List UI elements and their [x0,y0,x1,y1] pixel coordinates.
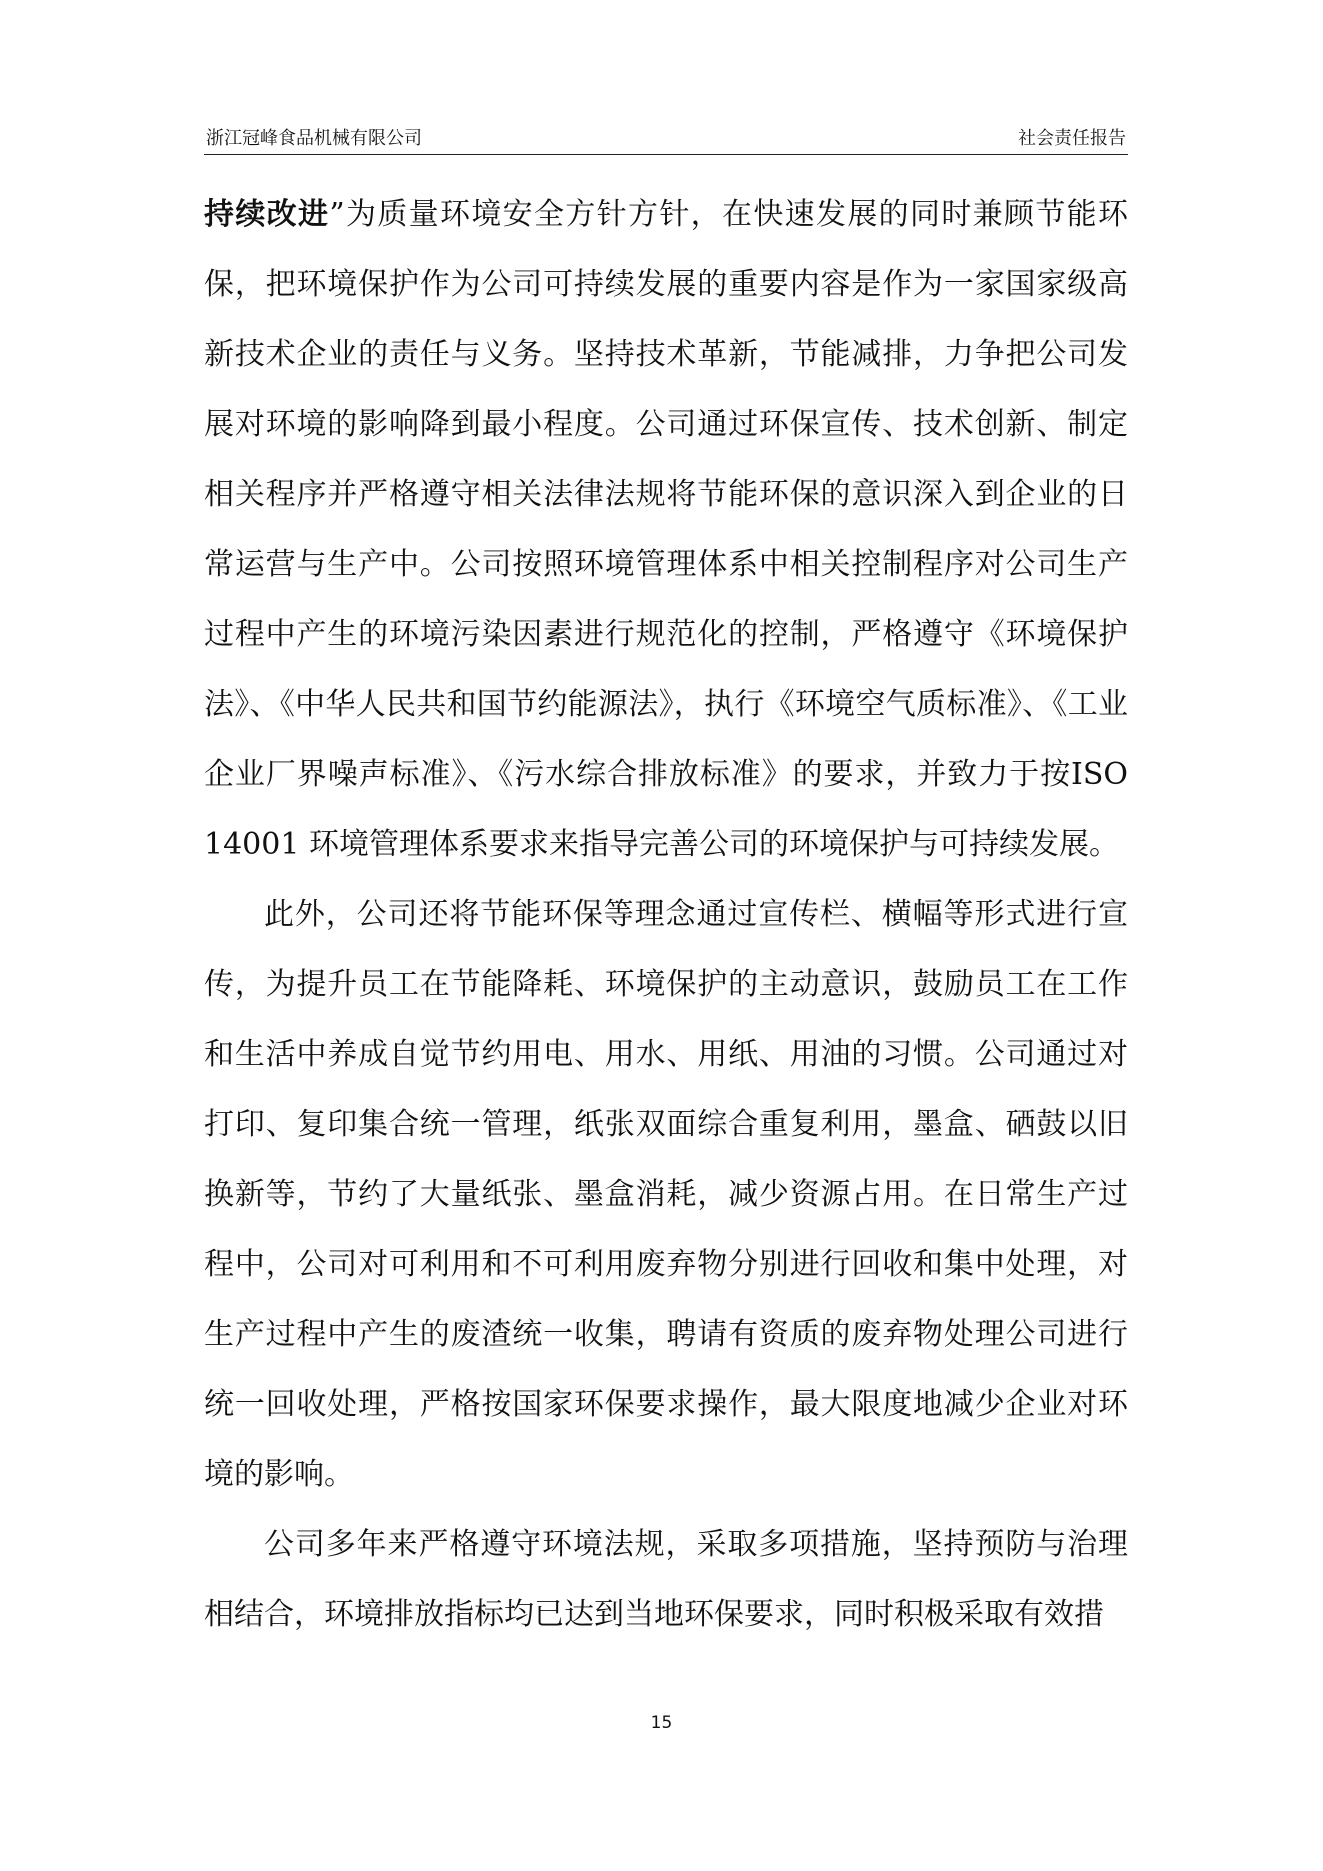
header-report-title: 社会责任报告 [1018,128,1126,149]
page-header [204,124,1128,154]
bold-lead-text: 持续改进 [204,197,330,232]
paragraph: 此外，公司还将节能环保等理念通过宣传栏、横幅等形式进行宣传，为提升员工在节能降耗、环境保护的主动意识，鼓励员工在工作和生活中养成自觉节约用电、用水、用纸、用油的习惯。公司通过对打印、复印集合统一管理，纸张双面综合重复利用，墨盒、硒鼓以旧换新等，节约了大量纸张、墨盒消耗，减少资源占用。在日常生产过程中，公司对可利用和不可利用废弃物分别进行回收和集中处理，对生产过程中产生的废渣统一收集，聘请有资质的废弃物处理公司进行统一回收处理，严格按国家环保要求操作，最大限度地减少企业对环境的影响。 [204,897,1128,1492]
document-body [204,180,1128,1650]
page-number: 15 [650,1713,673,1733]
paragraph-continuation [204,180,1128,880]
paragraph-text: ”为质量环境安全方针方针，在快速发展的同时兼顾节能环保，把环境保护作为公司可持续发展的重要内容是作为一家国家级高新技术企业的责任与义务。坚持技术革新，节能减排，力争把公司发展对环境的影响降到最小程度。公司通过环保宣传、技术创新、制定相关程序并严格遵守相关法律法规将节能环保的意识深入到企业的日常运营与生产中。公司按照环境管理体系中相关控制程序对公司生产过程中产生的环境污染因素进行规范化的控制，严格遵守《环境保护法》、《中华人民共和国节约能源法》，执行《环境空气质标准》、《工业企业厂界噪声标准》、《污水综合排放标准》的要求，并致力于按ISO 14001 环境管理体系要求来指导完善公司的环境保护与可持续发展。 [204,197,1129,862]
header-divider [204,154,1128,155]
header-company-name: 浙江冠峰食品机械有限公司 [206,128,422,149]
paragraph: 公司多年来严格遵守环境法规，采取多项措施，坚持预防与治理相结合，环境排放指标均已达到当地环保要求，同时积极采取有效措 [204,1527,1128,1632]
